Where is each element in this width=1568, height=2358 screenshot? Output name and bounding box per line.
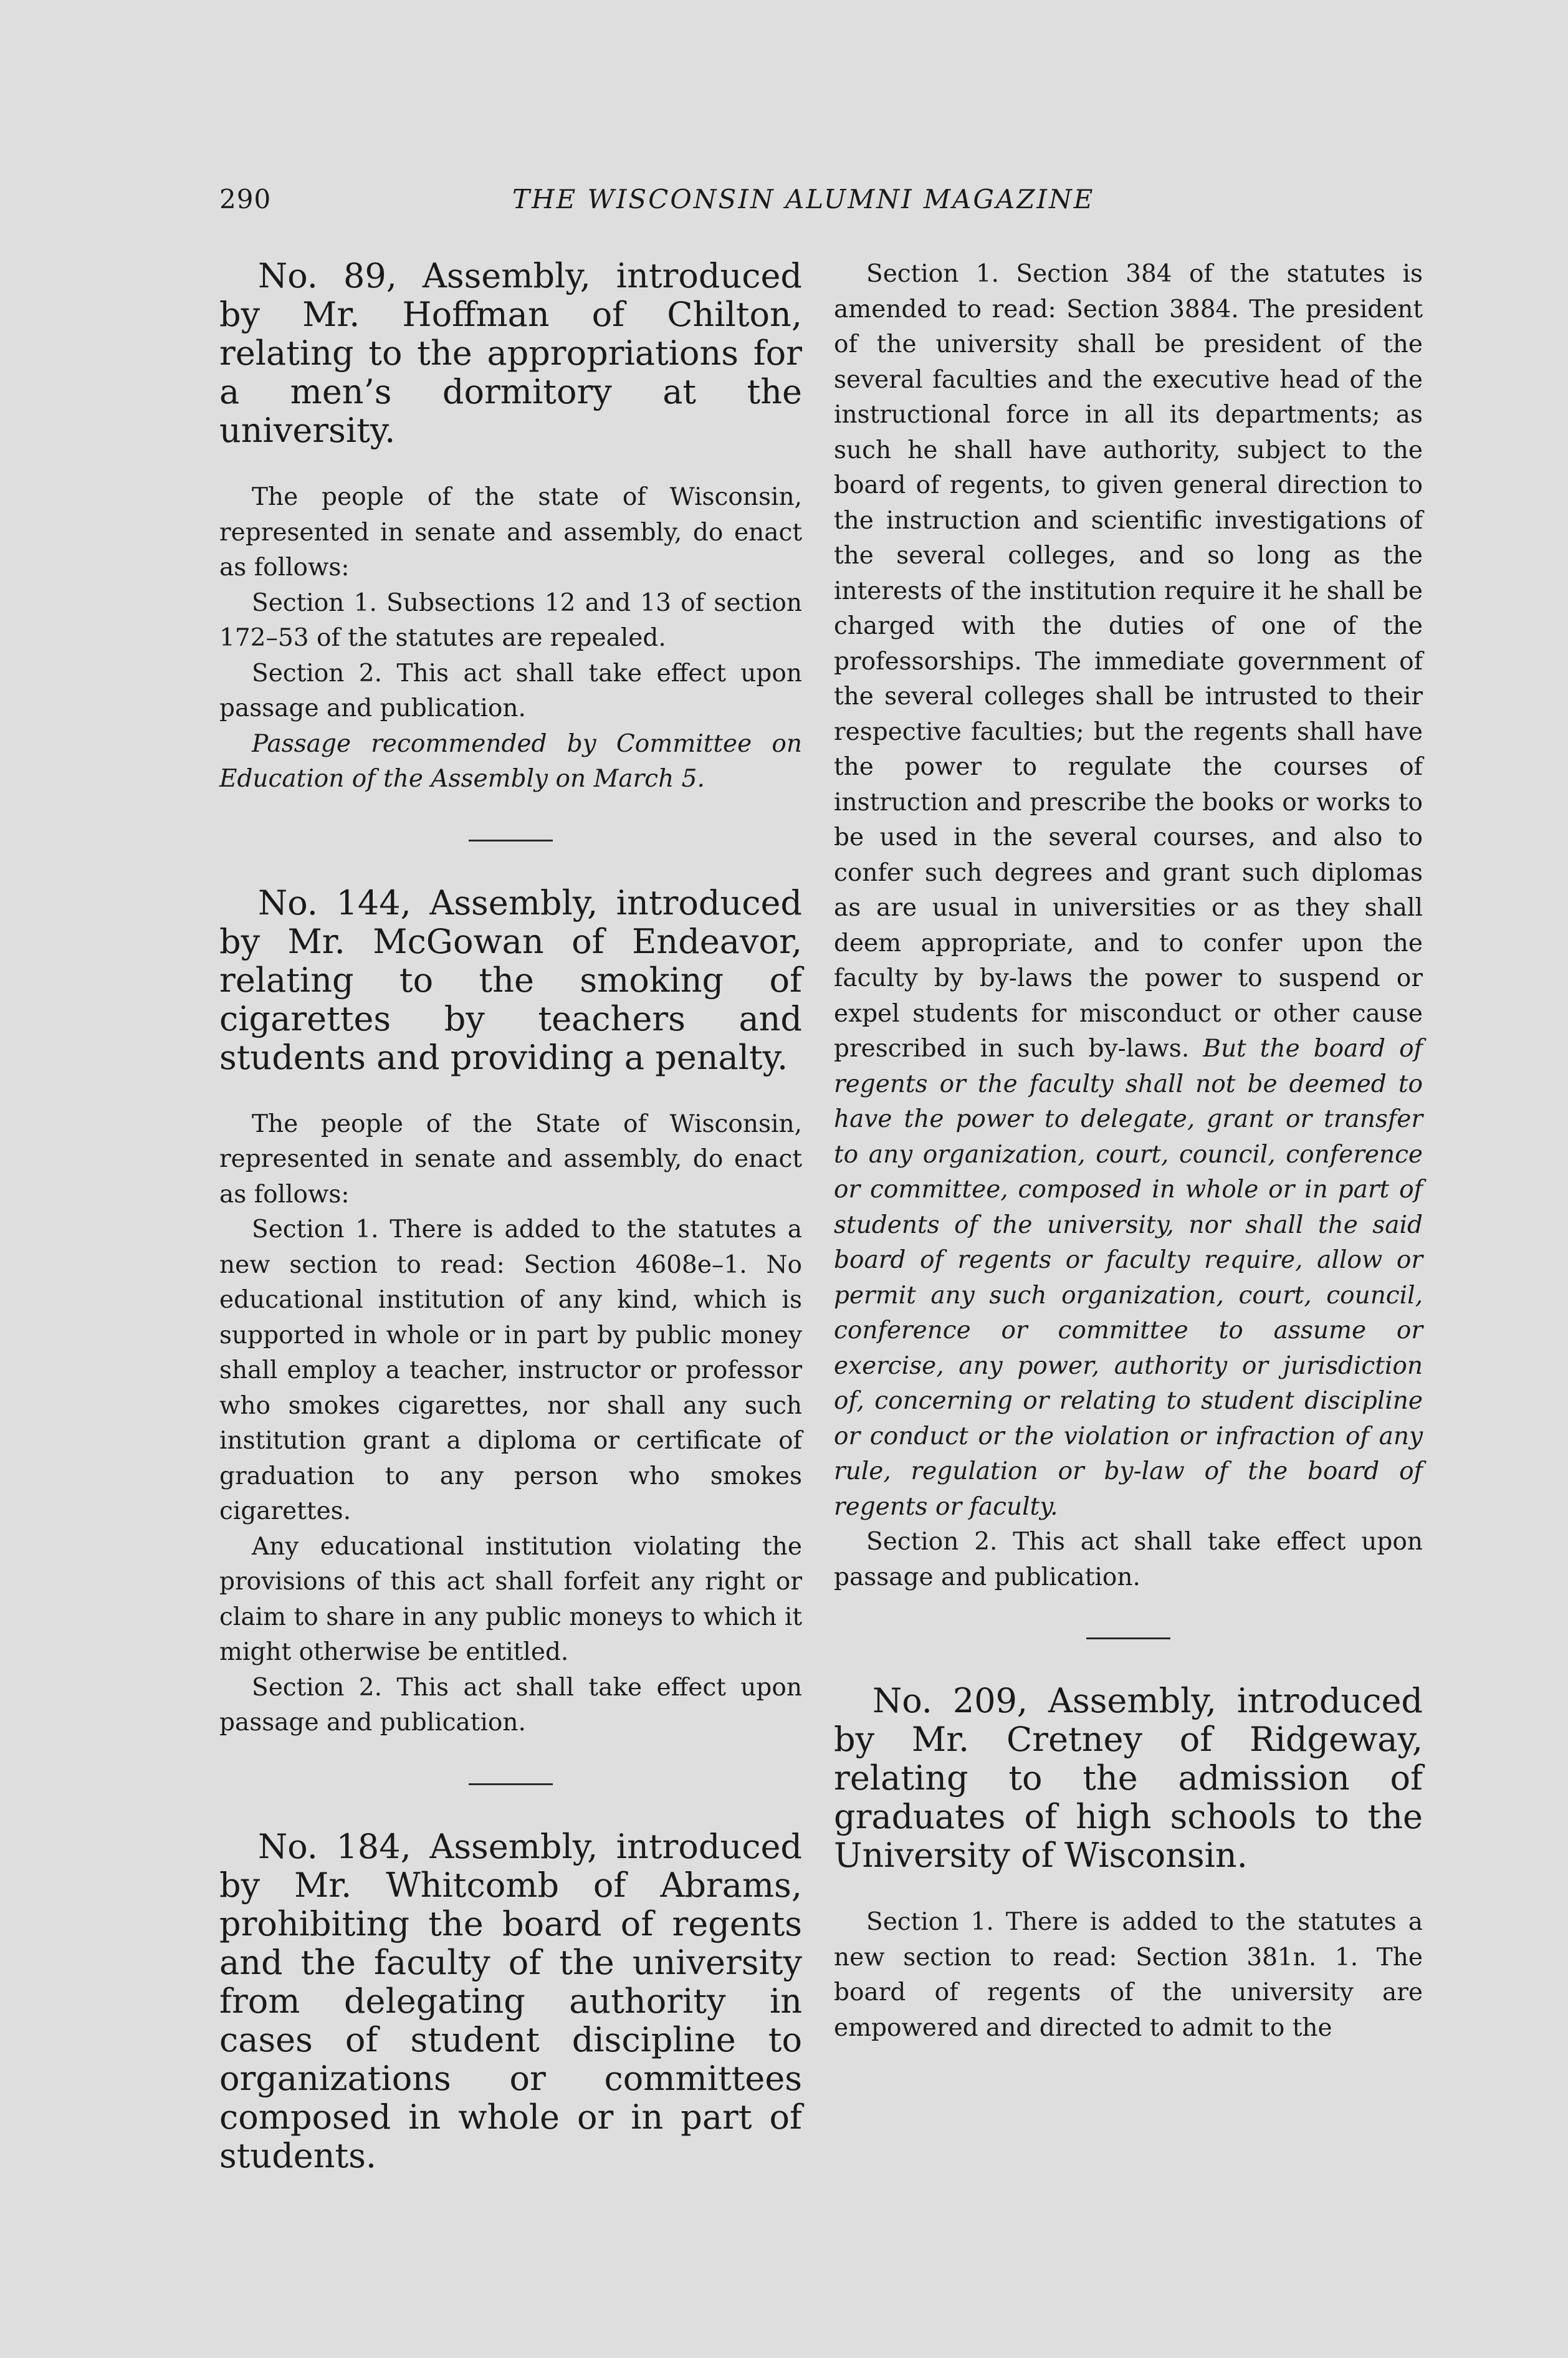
bill-144 xyxy=(219,884,802,1741)
page-header xyxy=(219,184,1126,221)
bill-89-section-2: Section 2. This act shall take effect upon passage and publication. xyxy=(219,659,802,722)
bill-89-enacting-clause: The people of the state of Wisconsin, represented in senate and assembly, do enact as follows: xyxy=(219,483,802,582)
bill-184-section-1-italic: But the board of regents or the faculty shall not be deemed to have the power to delegate, grant or transfer to any organization, court, council, conference or committee, composed in whole or in part of students of the university, nor shall the said board of regents or faculty require, allow or permit any such organization, court, council, conference or committee to assume or exercise, any power, authority or jurisdiction of, concerning or relating to student discipline or conduct or the violation or infraction of any rule, regulation or by-law of the board of regents or faculty. xyxy=(834,1035,1423,1521)
page-number: 290 xyxy=(219,184,272,214)
bill-144-penalty: Any educational institution violating the provisions of this act shall forfeit any right or claim to share in any public moneys to which it might otherwise be entitled. xyxy=(219,1532,802,1666)
bill-209-title: No. 209, Assembly, introduced by Mr. Cretney of Ridgeway, relating to the admission of graduates of high schools to the University of Wisconsin. xyxy=(834,1681,1423,1875)
bill-144-title: No. 144, Assembly, introduced by Mr. McGowan of Endeavor, relating to the smoking of cigarettes by teachers and students and providing a penalty. xyxy=(219,883,802,1077)
bill-184-body xyxy=(834,257,1423,1595)
bill-144-section-1: Section 1. There is added to the statutes a new section to read: Section 4608e–1. No educational institution of any kind, which is supported in whole or in part by public money shall employ a teacher, instructor or professor who smokes cigarettes, nor shall any such institution grant a diploma or certificate of graduation to any person who smokes cigarettes. xyxy=(219,1215,802,1525)
bill-184-section-2: Section 2. This act shall take effect upon passage and publication. xyxy=(834,1528,1423,1591)
bill-184-title: No. 184, Assembly, introduced by Mr. Whitcomb of Abrams, prohibiting the board of regents and the faculty of the university from delegating authority in cases of student discipline to organizations or committees composed in whole or in part of students. xyxy=(219,1826,802,2175)
right-column xyxy=(834,257,1423,2046)
bill-184-section-1-text: Section 1. Section 384 of the statutes is amended to read: Section 3884. The president of the university shall be president of the several faculties and the executive head of the instructional force in all its departments; as such he shall have authority, subject to the board of regents, to given general direction to the instruction and scientific investigations of the several colleges, and so long as the interests of the institution require it he shall be charged with the duties of one of the professorships. The immediate government of the several colleges shall be intrusted to their respective faculties; but the regents shall have the power to regulate the courses of instruction and prescribe the books or works to be used in the several courses, and also to confer such degrees and grant such diplomas as are usual in universities or as they shall deem appropriate, and to confer upon the faculty by by-laws the power to suspend or expel students for misconduct or other cause prescribed in such by-laws. xyxy=(834,260,1423,1063)
bill-144-section-2: Section 2. This act shall take effect upon passage and publication. xyxy=(219,1673,802,1737)
bill-89-recommendation: Passage recommended by Committee on Education of the Assembly on March 5. xyxy=(219,729,802,793)
bill-89-title: No. 89, Assembly, introduced by Mr. Hoffman of Chilton, relating to the appropriations for a men’s dormitory at the university. xyxy=(219,256,802,450)
left-column xyxy=(219,257,802,2175)
bill-89-section-1: Section 1. Subsections 12 and 13 of section 172–53 of the statutes are repealed. xyxy=(219,588,802,652)
bill-184-section-1 xyxy=(834,257,1423,1525)
bill-89 xyxy=(219,257,802,797)
bill-184-heading xyxy=(219,1828,802,2175)
running-title: THE WISCONSIN ALUMNI MAGAZINE xyxy=(512,184,1095,214)
bill-144-enacting-clause: The people of the State of Wisconsin, represented in senate and assembly, do enact as follows: xyxy=(219,1110,802,1209)
bill-209-section-1: Section 1. There is added to the statutes a new section to read: Section 381n. 1. The board of regents of the university are empowered and directed to admit to the xyxy=(834,1908,1423,2042)
bill-209 xyxy=(834,1682,1423,2046)
